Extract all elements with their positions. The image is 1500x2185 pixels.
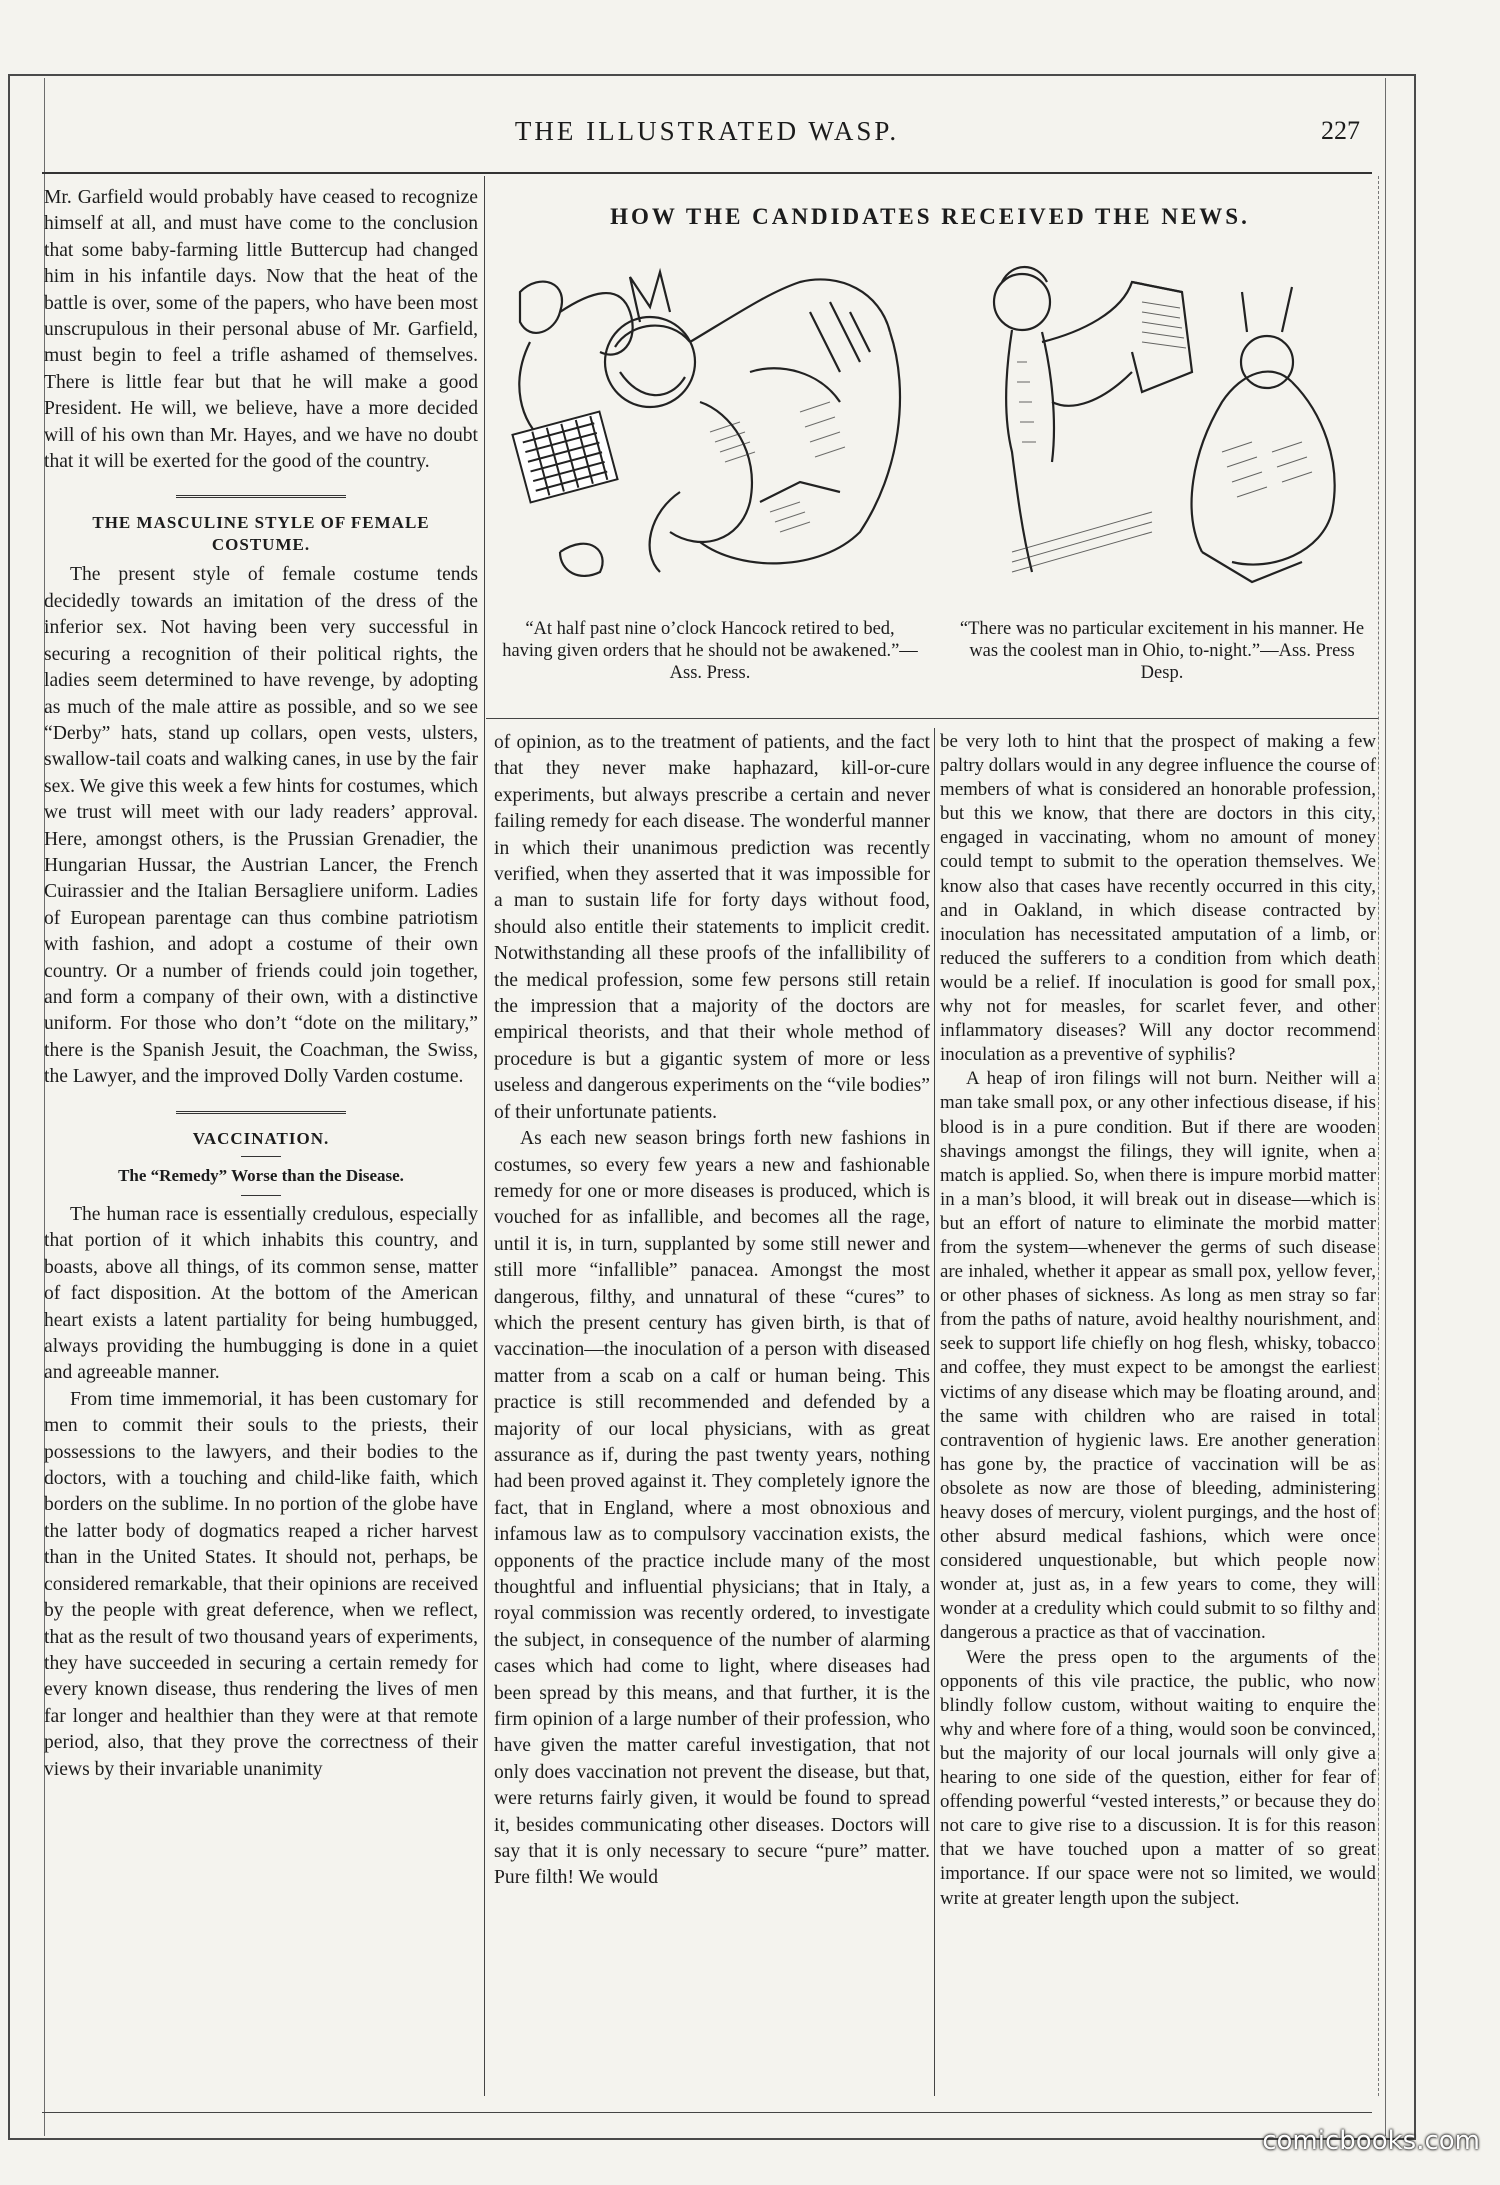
vaccination-paragraph-6: A heap of iron filings will not burn. Neither will a man take small pox, or any other infectious disease, if his blood is in a pure condition. But if there are wooden shavings amongst the filings, they will ignite, when a match is applied. So, when there is impure morbid matter in a man’s blood, it will break out in disease—which is but an effort of nature to eliminate the morbid matter from the system—whenever the germs of such disease are inhaled, whether it appear as small pox, yellow fever, or other phases of sickness. As long as men stray so far from the paths of nature, avoid healthy nourishment, and seek to support life chiefly on hog flesh, whisky, tobacco and coffee, they must expect to be amongst the earliest victims of any disease which may be floating around, and the same with children who are raised in total contravention of hygienic laws. Ere another generation has gone by, the practice of vaccination will be as obsolete as now are those of bleeding, administering heavy doses of mercury, violent purgings, and the host of other absurd medical fashions, which were once considered unquestionable, but which people now wonder at, just as, in a few years to come, they will wonder at a credulity which could submit to so filthy and dangerous a practice as that of vaccination. (940, 1068, 1376, 1644)
header-rule (42, 172, 1372, 174)
article-heading-costume: THE MASCULINE STYLE OF FEMALE COSTUME. (92, 513, 430, 555)
article-subheading-vaccination: The “Remedy” Worse than the Disease. (118, 1165, 404, 1185)
column-divider-2 (934, 728, 935, 2096)
cartoon-bottom-rule (486, 718, 1378, 719)
column-divider-1 (484, 176, 485, 2096)
section-separator (176, 495, 346, 498)
cartoon-panel-hancock (500, 252, 924, 592)
column-1 (44, 185, 478, 1783)
minor-rule (241, 1195, 281, 1196)
garfield-illustration (952, 252, 1372, 592)
vaccination-paragraph-1: The human race is essentially credulous, especially that portion of it which inhabits this country, and boasts, above all things, of its common sense, matter of fact disposition. At the bottom of the American heart exists a latent partiality for being humbugged, always providing the humbugging is done in a quiet and agreeable manner. (44, 1204, 478, 1384)
column-2 (494, 730, 930, 1892)
minor-rule (241, 1156, 281, 1157)
footer-rule (42, 2112, 1372, 2113)
garfield-paragraph: Mr. Garfield would probably have ceased to recognize himself at all, and must have come to the conclusion that some baby-farming little Buttercup had changed him in his infantile days. Now that the heat of the battle is over, some of the papers, who have been most unscrupulous in their personal abuse of Mr. Garfield, must begin to feel a trifle ashamed of themselves. There is little fear but that he will make a good President. He will, we believe, have a more decided will of his own than Mr. Hayes, and we have no doubt that it will be exerted for the good of the country. (44, 187, 478, 473)
vaccination-paragraph-5: be very loth to hint that the prospect of making a few paltry dollars would in any degree influence the course of members of what is considered an honorable profession, but this we know, that there are doctors in this city, engaged in vaccinating, whom no amount of money could tempt to submit to the operation themselves. We know also that cases have recently occurred in this city, and in Oakland, in which disease contracted by inoculation has necessitated amputation of a limb, or reduced the sufferers to a condition from which death would be a relief. If inoculation is good for small pox, why not for measles, for scarlet fever, and other inflammatory diseases? Will any doctor recommend inoculation as a preventive of syphilis? (940, 731, 1376, 1066)
cartoon-caption-left: “At half past nine o’clock Hancock retired to bed, having given orders that he should not be awakened.”—Ass. Press. (502, 619, 918, 683)
cartoon-panel-garfield (952, 252, 1372, 592)
hancock-illustration (500, 252, 924, 592)
page-number: 227 (1321, 116, 1360, 145)
cartoon-title: HOW THE CANDIDATES RECEIVED THE NEWS. (610, 204, 1250, 229)
column-divider-3 (1378, 176, 1379, 2096)
vaccination-paragraph-2: From time immemorial, it has been customary for men to commit their souls to the priests, their possessions to the lawyers, and their bodies to the doctors, with a touching and child-like faith, which borders on the sublime. In no portion of the globe have the latter body of dogmatics reaped a richer harvest than in the United States. It should not, perhaps, be considered remarkable, that their opinions are received by the people with great deference, when we reflect, that as the result of two thousand years of experiments, they have succeeded in securing a certain remedy for every known disease, thus rendering the lives of men far longer and healthier than they were at that remote period, also, that they prove the correctness of their views by their invariable unanimity (44, 1388, 478, 1780)
column-3 (940, 730, 1376, 1911)
vaccination-paragraph-7: Were the press open to the arguments of the opponents of this vile practice, the public, who now blindly follow custom, without waiting to enquire the why and where fore of a thing, would soon be convinced, but the majority of our local journals will only give a hearing to one side of the question, either for fear of offending powerful “vested interests,” or because they do not care to give rise to a discussion. It is for this reason that we have touched upon a matter of so great importance. If our space were not so limited, we would write at greater length upon the subject. (940, 1646, 1376, 1909)
article-heading-vaccination: VACCINATION. (192, 1128, 330, 1148)
section-separator (176, 1111, 346, 1114)
costume-article-body: The present style of female costume tends decidedly towards an imitation of the dress of the inferior sex. Not having been very successful in securing a recognition of their political rights, the ladies seem determined to have revenge, by adopting as much of the male attire as possible, and so we see “Derby” hats, stand up collars, open vests, ulsters, swallow-tail coats and walking canes, in use by the fair sex. We give this week a few hints for costumes, which we trust will meet with our lady readers’ approval. Here, amongst others, is the Prussian Grenadier, the Hungarian Hussar, the Austrian Lancer, the French Cuirassier and the Italian Bersagliere uniform. Ladies of European parentage can thus combine patriotism with fashion, and adopt a costume of their own country. Or a number of friends could join together, and form a company of their own, with a distinctive uniform. For those who don’t “dote on the military,” there is the Spanish Jesuit, the Coachman, the Swiss, the Lawyer, and the improved Dolly Varden costume. (44, 564, 478, 1088)
cartoon-caption-right: “There was no particular excitement in his manner. He was the coolest man in Ohio, to-night.”—Ass. Press Desp. (959, 619, 1365, 683)
vaccination-paragraph-4: As each new season brings forth new fashions in costumes, so every few years a new and fashionable remedy for one or more diseases is produced, which is vouched for as infallible, and becomes all the rage, until it is, in turn, supplanted by some still newer and still more “infallible” panacea. Amongst the most dangerous, filthy, and unnatural of these “cures” to which the present century has given birth, is that of vaccination—the inoculation of a person with diseased matter from a scab on a calf or human being. This practice is still recommended and defended by a majority of our local physicians, with as great assurance as if, during the past twenty years, nothing had been proved against it. They completely ignore the fact, that in England, where a most obnoxious and infamous law as to compulsory vaccination exists, the opponents of the practice include many of the most thoughtful and influential physicians; that in Italy, a royal commission was recently ordered, to investigate the subject, in consequence of the number of alarming cases which had come to light, where diseases had been spread by this means, and that further, it is the firm opinion of a large number of their profession, who have given the matter careful investigation, that not only does vaccination not prevent the disease, but that, were returns fairly given, it would be found to spread it, besides communicating other diseases. Doctors will say that it is only necessary to secure “pure” matter. Pure filth! We would (494, 1128, 930, 1889)
site-watermark: comicbooks.com (1262, 2126, 1480, 2156)
publication-title: THE ILLUSTRATED WASP. (514, 116, 900, 146)
vaccination-paragraph-3: of opinion, as to the treatment of patients, and the fact that they never make haphazard, kill-or-cure experiments, but always prescribe a certain and never failing remedy for each disease. The wonderful manner in which their unanimous prediction was recently verified, when they asserted that it was impossible for a man to sustain life for forty days without food, should also entitle their statements to implicit credit. Notwithstanding all these proofs of the infallibility of the medical profession, some few persons still retain the impression that a majority of the doctors are empirical theorists, and that their whole method of procedure is but a gigantic system of more or less useless and dangerous experiments on the “vile bodies” of their unfortunate patients. (494, 732, 930, 1123)
masthead (42, 112, 1372, 156)
